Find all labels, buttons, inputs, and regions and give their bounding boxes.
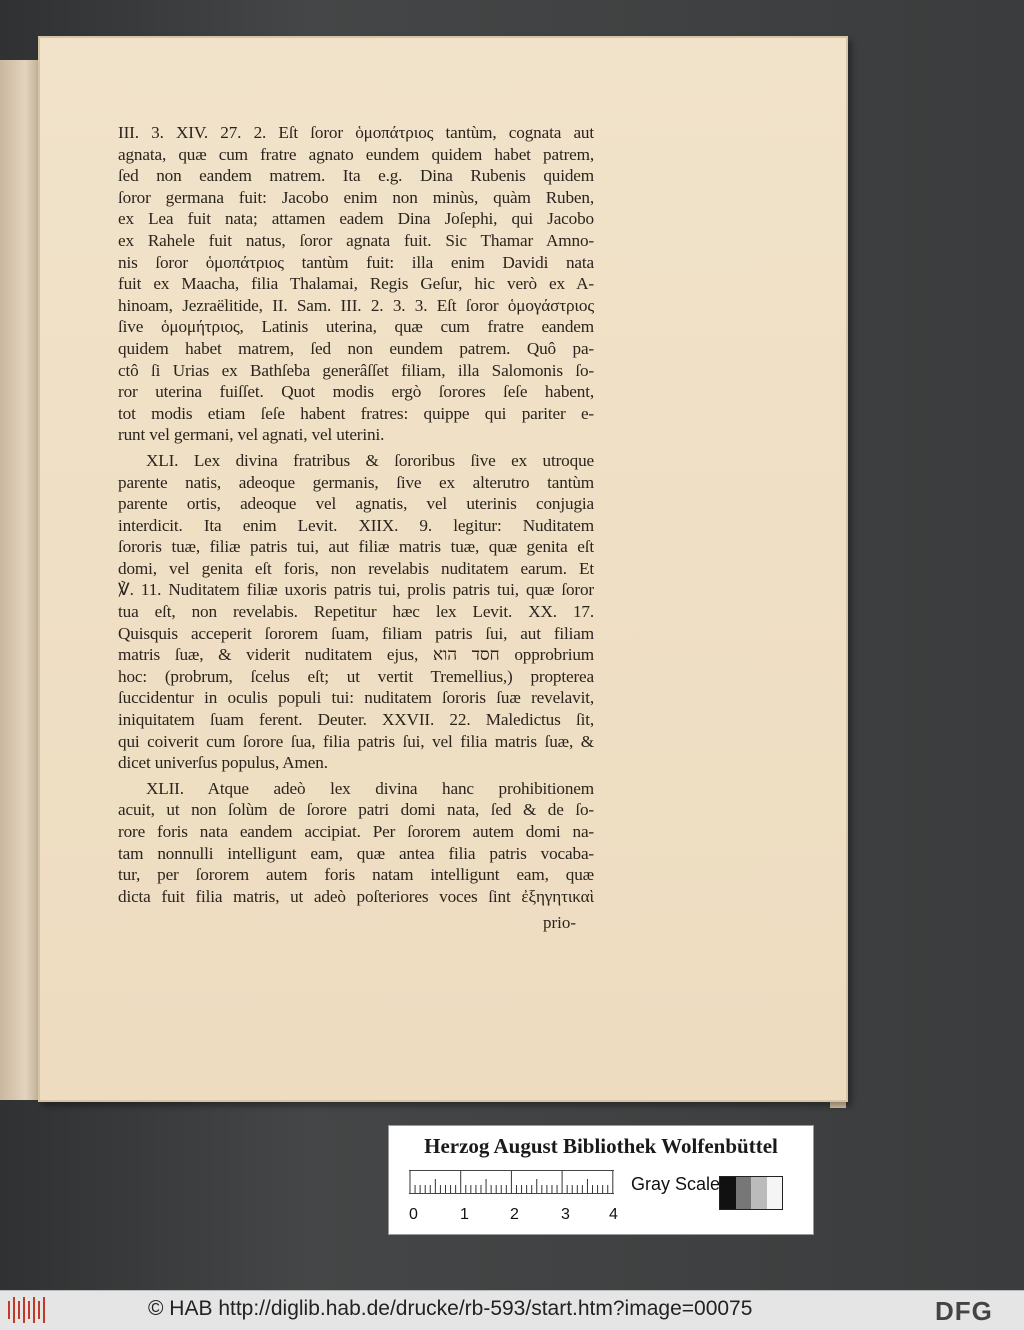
text-line: ror uterina fuiſſet. Quot modis ergò ſorores ſeſe habent, (118, 382, 594, 402)
text-line: ſuccidentur in oculis populi tui: nuditatem ſororis ſuæ revelavit, (118, 688, 594, 708)
text-line: ſive ὁμομήτριος, Latinis uterina, quæ cum fratre eandem (118, 317, 594, 337)
previous-page-edge (0, 60, 42, 1100)
source-link[interactable]: © HAB http://diglib.hab.de/drucke/rb-593/start.htm?image=00075 (148, 1297, 753, 1320)
text-line: parente ortis, adeoque vel agnatis, vel uterinis conjugia (118, 494, 594, 514)
gray-swatch (767, 1177, 783, 1209)
text-line: ℣. 11. Nuditatem filiæ uxoris patris tui, prolis patris tui, quæ ſoror (118, 580, 594, 600)
text-line: qui coiverit cum ſorore ſua, filia patris ſui, vel filia matris ſuæ, & (118, 731, 594, 751)
text-line: ex Lea fuit nata; attamen eadem Dina Joſephi, qui Jacobo (118, 209, 594, 229)
text-line: domi, vel genita eſt foris, non revelabis nuditatem earum. Et (118, 558, 594, 578)
text-line: III. 3. XIV. 27. 2. Eſt ſoror ὁμοπάτριος tantùm, cognata aut (118, 123, 594, 142)
gray-swatch (720, 1177, 736, 1209)
text-line: Quisquis acceperit ſororem ſuam, filiam patris ſui, aut filiam (118, 623, 594, 643)
footer-bar (0, 1290, 1024, 1330)
text-line: rore foris nata eandem accipiat. Per ſororem autem domi na- (118, 822, 594, 841)
catchword: prio- (543, 913, 577, 932)
text-line: matris ſuæ, & viderit nuditatem ejus, חסד הוא opprobrium (118, 645, 594, 665)
text-line: parente natis, adeoque germanis, ſive ex alterutro tantùm (118, 472, 594, 492)
ruler-number: 0 (409, 1206, 418, 1223)
paragraph-2 (118, 450, 594, 774)
text-line: nis ſoror ὁμοπάτριος tantùm fuit: illa enim Davidi nata (118, 252, 594, 272)
text-line: iniquitatem ſuam ferent. Deuter. XXVII. 22. Maledictus ſit, (118, 710, 594, 730)
text-line: tot modis etiam ſeſe habent fratres: quippe qui pariter e- (118, 403, 594, 423)
text-line: quidem habet matrem, ſed non eundem patrem. Quô pa- (118, 338, 594, 358)
text-line: dicta fuit filia matris, ut adeò poſteriores voces ſint ἐξηγητικαὶ (118, 886, 594, 906)
ruler-ticks-icon (409, 1171, 614, 1193)
ruler-number: 3 (561, 1206, 570, 1223)
text-line: ctô ſi Urias ex Bathſeba generâſſet filiam, illa Salomonis ſo- (118, 360, 594, 380)
text-line: tua eſt, non revelabis. Repetitur hæc lex Levit. XX. 17. (118, 602, 594, 622)
gray-swatch (751, 1177, 767, 1209)
ruler (409, 1170, 614, 1194)
text-line: acuit, ut non ſolùm de ſorore patri domi nata, ſed & de ſo- (118, 800, 594, 820)
ruler-number: 1 (460, 1206, 469, 1223)
text-line: hinoam, Jezraëlitide, II. Sam. III. 2. 3. 3. Eſt ſoror ὁμογάστριος (118, 295, 594, 315)
text-line: hoc: (probrum, ſcelus eſt; ut vertit Tremellius,) propterea (118, 666, 594, 686)
text-line: ſoror germana fuit: Jacobo enim non minùs, quàm Ruben, (118, 187, 594, 207)
text-line: tur, per ſororem autem foris natam intelligunt eam, quæ (118, 865, 594, 885)
text-line: dicet univerſus populus, Amen. (118, 753, 328, 773)
text-line: interdicit. Ita enim Levit. XIIX. 9. legitur: Nuditatem (118, 515, 594, 535)
ruler-number: 4 (609, 1206, 618, 1223)
text-line: runt vel germani, vel agnati, vel uterini. (118, 425, 385, 445)
text-line: ſororis tuæ, filiæ patris tui, aut filiæ matris tuæ, quæ genita eſt (118, 537, 594, 557)
dfg-logo: DFG (935, 1296, 993, 1326)
text-line: tam nonnulli intelligunt eam, quæ antea filia patris vocaba- (118, 843, 594, 863)
paragraph-3 (118, 778, 594, 908)
text-line: fuit ex Maacha, filia Thalamai, Regis Geſur, hic verò ex A- (118, 274, 594, 294)
library-label-card (388, 1125, 814, 1235)
ruler-number: 2 (510, 1206, 519, 1223)
text-line: XLII. Atque adeò lex divina hanc prohibitionem (146, 778, 594, 798)
library-name: Herzog August Bibliothek Wolfenbüttel (424, 1134, 778, 1158)
gray-scale-swatches (719, 1176, 783, 1210)
paragraph-1 (118, 122, 594, 446)
text-line: ex Rahele fuit natus, ſoror agnata fuit. Sic Thamar Amno- (118, 230, 594, 250)
text-line: ſed non eandem matrem. Ita e.g. Dina Rubenis quidem (118, 166, 594, 186)
page-text (118, 122, 594, 907)
gray-scale-label: Gray Scale (631, 1174, 721, 1194)
text-line: agnata, quæ cum fratre agnato eundem quidem habet patrem, (118, 144, 594, 164)
hab-barcode-icon (8, 1297, 48, 1323)
text-line: XLI. Lex divina fratribus & ſororibus ſive ex utroque (146, 450, 594, 470)
gray-swatch (736, 1177, 752, 1209)
